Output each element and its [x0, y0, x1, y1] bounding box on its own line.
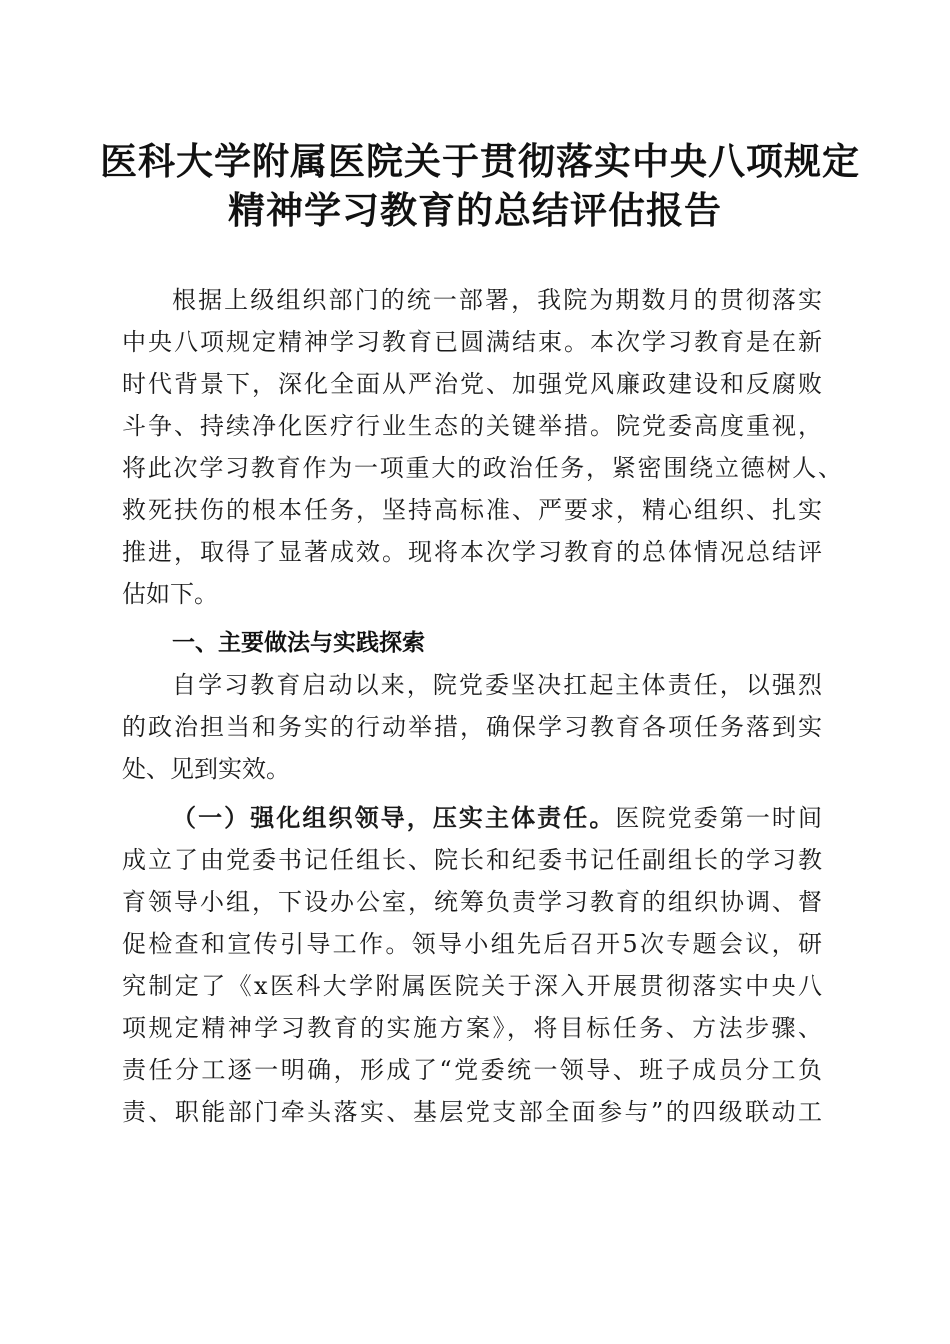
intro-line: 将此次学习教育作为一项重大的政治任务，紧密围绕立德树人、 — [122, 454, 842, 482]
subsection1-line: 成立了由党委书记任组长、院长和纪委书记任副组长的学习教 — [122, 846, 822, 874]
intro-line: 估如下。 — [122, 580, 218, 608]
section1-line: 处、见到实效。 — [122, 755, 290, 783]
document-title-line-2: 精神学习教育的总结评估报告 — [228, 188, 722, 232]
subsection1-line: 项规定精神学习教育的实施方案》，将目标任务、方法步骤、 — [122, 1014, 822, 1042]
subsection1-line: 责任分工逐一明确，形成了“党委统一领导、班子成员分工负 — [122, 1056, 822, 1084]
subsection1-line: 究制定了《x医科大学附属医院关于深入开展贯彻落实中央八 — [122, 972, 822, 1000]
document-title-line-1: 医科大学附属医院关于贯彻落实中央八项规定 — [100, 139, 860, 183]
section-heading: 一、主要做法与实践探索 — [172, 630, 425, 656]
subsection1-line: 促检查和宣传引导工作。领导小组先后召开5次专题会议，研 — [122, 930, 822, 958]
section1-line: 的政治担当和务实的行动举措，确保学习教育各项任务落到实 — [122, 713, 822, 741]
subsection1-first-line-text: 医院党委第一时间 — [615, 804, 823, 832]
intro-line: 救死扶伤的根本任务，坚持高标准、严要求，精心组织、扎实 — [122, 496, 822, 524]
section1-line: 自学习教育启动以来，院党委坚决扛起主体责任，以强烈 — [172, 671, 822, 699]
intro-line: 时代背景下，深化全面从严治党、加强党风廉政建设和反腐败 — [122, 370, 822, 398]
intro-line: 推进，取得了显著成效。现将本次学习教育的总体情况总结评 — [122, 538, 822, 566]
intro-line: 中央八项规定精神学习教育已圆满结束。本次学习教育是在新 — [122, 328, 822, 356]
intro-line: 斗争、持续净化医疗行业生态的关键举措。院党委高度重视， — [122, 412, 822, 440]
subsection1-line: 育领导小组，下设办公室，统筹负责学习教育的组织协调、督 — [122, 888, 822, 916]
intro-line: 根据上级组织部门的统一部署，我院为期数月的贯彻落实 — [172, 286, 822, 314]
subsection-run-head: （一）强化组织领导，压实主体责任。 — [172, 803, 616, 832]
subsection1-line: 责、职能部门牵头落实、基层党支部全面参与”的四级联动工 — [122, 1098, 822, 1126]
subsection1-first-line — [172, 801, 822, 835]
